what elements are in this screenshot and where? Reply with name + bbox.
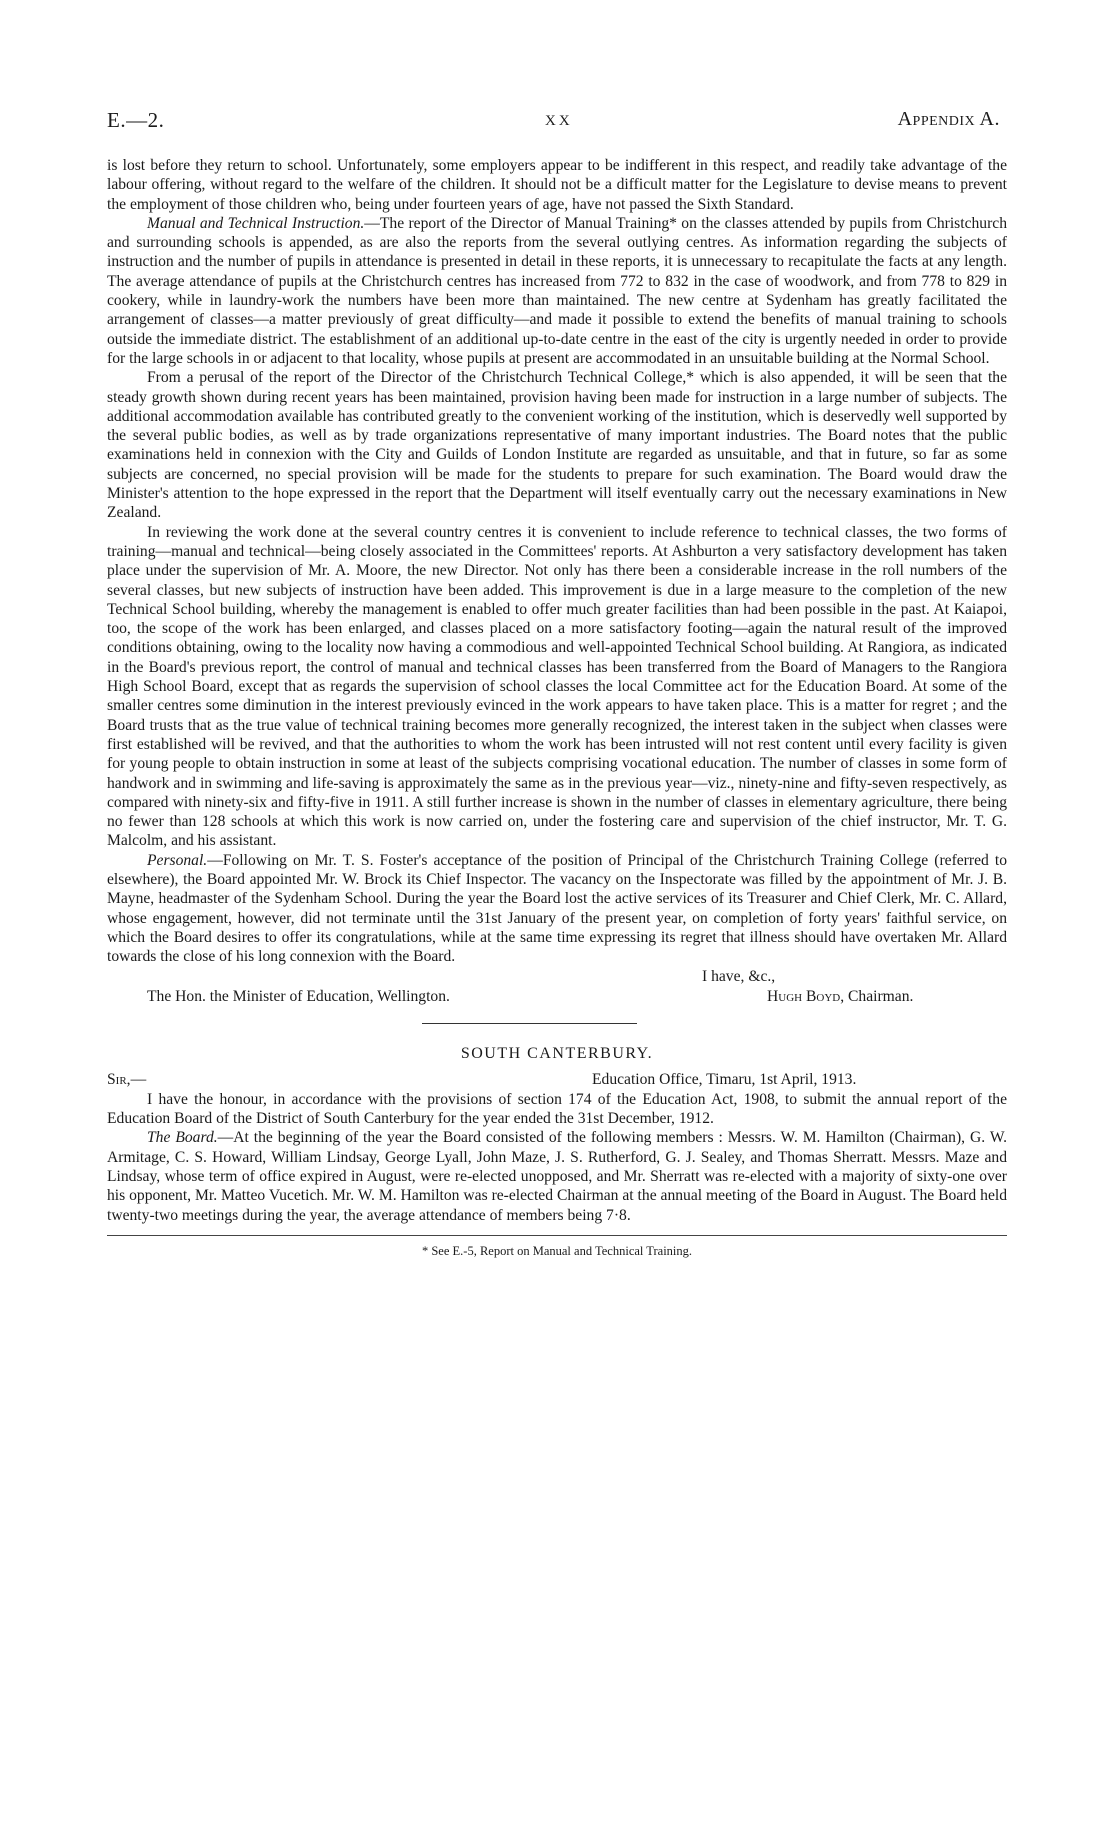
signature-addressee: The Hon. the Minister of Education, Wellington. — [147, 988, 450, 1006]
paragraph-country-centres: In reviewing the work done at the several country centres it is convenient to include reference to technical classes, the two forms of training—manual and technical—being closely associated in the Committees' reports. At Ashburton a very satisfactory development has taken place under the supervision of Mr. A. Moore, the new Director. Not only has there been a considerable increase in the roll numbers of the several classes, but new subjects of instruction have been added. This improvement is due in a large measure to the completion of the new Technical School building, whereby the management is enabled to offer much greater facilities than had been possible in the past. At Kaiapoi, too, the scope of the work has been enlarged, and classes placed on a more satisfactory footing—again the natural result of the improved conditions obtaining, owing to the locality now having a commodious and well-appointed Technical School building. At Rangiora, as indicated in the Board's previous report, the control of manual and technical classes has been transferred from the Board of Managers to the Rangiora High School Board, except that as regards the supervision of school classes the local Committee act for the Education Board. At some of the smaller centres some diminution in the interest previously evinced in the work appears to have taken place. This is a matter for regret ; and the Board trusts that as the true value of technical training becomes more generally recognized, the interest taken in the subject when classes were first established will be revived, and that the authorities to whom the work has been intrusted will not rest content until every facility is given for young people to obtain instruction in some at least of the subjects comprising vocational education. The number of classes in some form of handwork and in swimming and life-saving is approximately the same as in the previous year—viz., ninety-nine and fifty-seven respectively, as compared with ninety-six and fifty-five in 1911. A still further increase is shown in the number of classes in elementary agriculture, there being no fewer than 128 schools at which this work is now carried on, under the fostering care and supervision of the chief instructor, Mr. T. G. Malcolm, and his assistant. — [107, 523, 1007, 850]
paragraph-manual-technical — [107, 214, 1007, 368]
paragraph-continuation: is lost before they return to school. Unfortunately, some employers appear to be indifferent in this respect, and readily take advantage of the labour offering, without regard to the welfare of the children. It should not be a difficult matter for the Legislature to devise means to prevent the employment of those children who, being under fourteen years of age, have not passed the Sixth Standard. — [107, 157, 1007, 213]
section-title: SOUTH CANTERBURY. — [460, 1045, 654, 1063]
signature-closing: I have, &c., — [702, 968, 776, 986]
header-right: Appendix A. — [897, 108, 1000, 130]
signatory-title: , Chairman. — [840, 988, 914, 1006]
paragraph-intro: I have the honour, in accordance with the provisions of section 174 of the Education Act, 1908, to submit the annual report of the Education Board of the District of South Canterbury for the year ended the 31st December, 1912. — [107, 1090, 1007, 1128]
paragraph-text: —The report of the Director of Manual Training* on the classes attended by pupils from Christchurch and surrounding schools is appended, as are also the reports from the several outlying centres. As information regarding the subjects of instruction and the number of pupils in attendance is presented in detail in these reports, it is unnecessary to recapitulate the facts at any length. The average attendance of pupils at the Christchurch centres has increased from 772 to 832 in the case of woodwork, and from 778 to 829 in cookery, while in laundry-work the numbers have been more than maintained. The new centre at Sydenham has greatly facilitated the arrangement of classes—a matter previously of great difficulty—and made it possible to extend the benefits of manual training to schools outside the immediate district. The establishment of an additional up-to-date centre in the east of the city is urgently needed in order to provide for the large schools in or adjacent to that locality, whose pupils at present are accommodated in an unsuitable building at the Normal School. — [107, 214, 1007, 367]
paragraph-technical-college: From a perusal of the report of the Director of the Christchurch Technical College,* which is also appended, it will be seen that the steady growth shown during recent years has been maintained, provision having been made for instruction in a large number of subjects. The additional accommodation available has contributed greatly to the convenient working of the institution, which is deservedly well supported by the several public bodies, as well as by trade organizations representative of many important industries. The Board notes that the public examinations held in connexion with the City and Guilds of London Institute are regarded as unsuitable, and that in future, so far as some subjects are concerned, no special provision will be made for the students to prepare for such examination. The Board would draw the Minister's attention to the hope expressed in the report that the Department will itself eventually carry out the necessary examinations in New Zealand. — [107, 369, 1007, 522]
paragraph-heading: Personal. — [147, 851, 208, 869]
salutation: Sir,— — [107, 1070, 147, 1088]
header-left: E.—2. — [107, 108, 165, 132]
dateline: Education Office, Timaru, 1st April, 1913. — [592, 1070, 857, 1088]
paragraph-text: —Following on Mr. T. S. Foster's acceptance of the position of Principal of the Christchurch Training College (referred to elsewhere), the Board appointed Mr. W. Brock its Chief Inspector. The vacancy on the Inspectorate was filled by the appointment of Mr. J. B. Mayne, headmaster of the Sydenham School. During the year the Board lost the active services of its Treasurer and Chief Clerk, Mr. C. Allard, whose engagement, however, did not terminate until the 31st January of the present year, on completion of forty years' faithful service, on which the Board desires to offer its congratulations, while at the same time expressing its regret that illness should have overtaken Mr. Allard towards the close of his long connexion with the Board. — [107, 851, 1007, 966]
paragraph-heading: Manual and Technical Instruction. — [147, 214, 365, 232]
paragraph-heading: The Board. — [147, 1129, 218, 1147]
paragraph-board — [107, 1128, 1007, 1224]
signature-name — [767, 987, 913, 1006]
footnote: * See E.-5, Report on Manual and Technical Training. — [421, 1243, 693, 1258]
paragraph-text: —At the beginning of the year the Board consisted of the following members : Messrs. W. M. Hamilton (Chairman), G. W. Armitage, C. S. Howard, William Lindsay, George Lyall, John Maze, J. S. Rutherford, G. J. Sealey, and Thomas Sherratt. Messrs. Maze and Lindsay, whose term of office expired in August, were re-elected unopposed, and Mr. Sherratt was re-elected with a majority of sixty-one over his opponent, Mr. Matteo Vucetich. Mr. W. M. Hamilton was re-elected Chairman at the annual meeting of the Board in August. The Board held twenty-two meetings during the year, the average attendance of members being 7·8. — [107, 1129, 1008, 1224]
page-number: XX — [545, 113, 573, 129]
paragraph-personal — [107, 851, 1007, 967]
salutation-row — [107, 1070, 1007, 1090]
footnote-divider — [107, 1235, 1007, 1236]
signatory-name: Hugh Boyd — [767, 988, 841, 1006]
signature-block — [107, 967, 1007, 1007]
body-text — [107, 156, 1007, 1261]
section-divider — [422, 1023, 637, 1024]
